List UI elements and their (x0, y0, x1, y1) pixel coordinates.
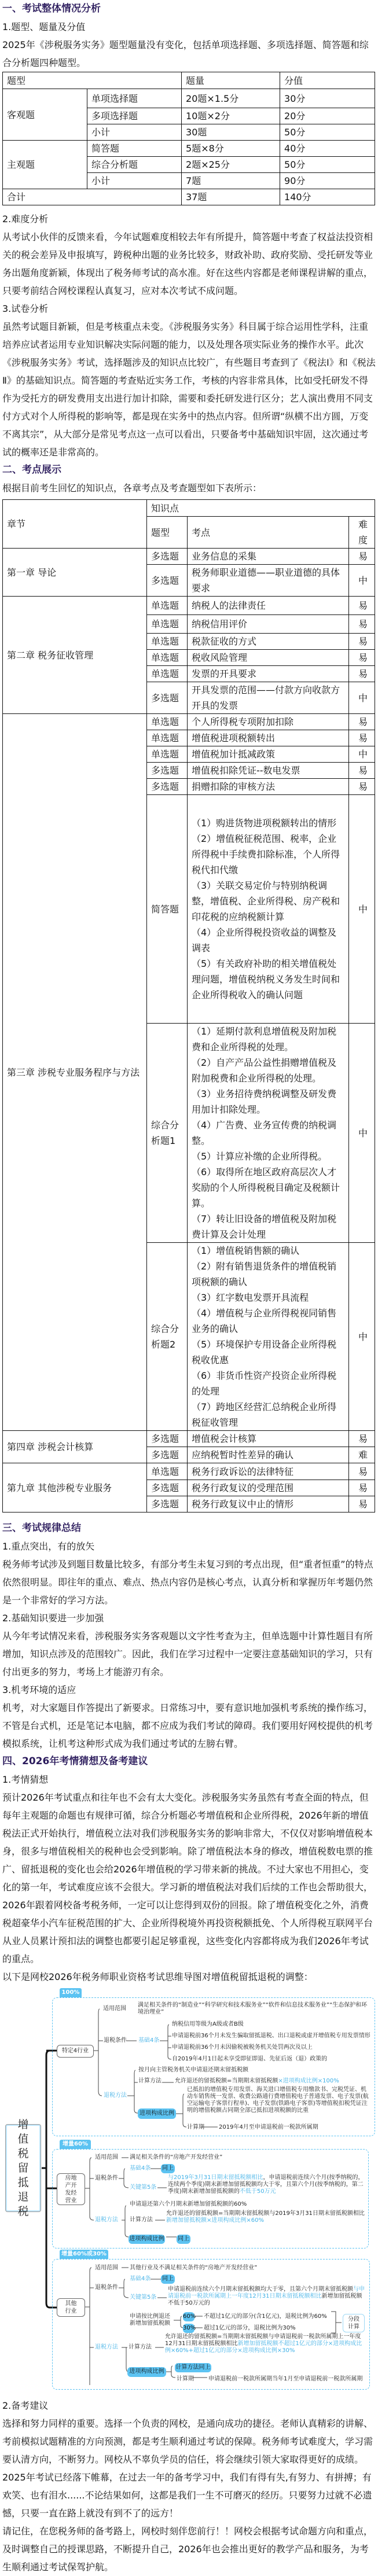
table-header-row (3, 72, 375, 89)
label-period: 计算期 (177, 2376, 194, 2382)
label-calc-method: 计算方法 (129, 2344, 152, 2350)
key-condition-text (168, 2286, 368, 2307)
difficulty-cell: 中 (349, 1243, 375, 1431)
exam-point-cell: 增值税加计抵减政策 (188, 746, 349, 763)
paragraph: 根据目前考生回忆的知识点，各章考点及考查题型如下表所示： (2, 483, 262, 494)
exam-point-cell: 应纳税暂时性差异的确认 (188, 1447, 349, 1463)
table-row (3, 89, 375, 108)
subheading: 3.机考环境的适应 (2, 1684, 76, 1695)
chapter-cell: 第一章 导论 (3, 549, 147, 597)
exam-point-cell: 增值税扣除凭证--数电发票 (188, 763, 349, 779)
exam-point-cell: 捐赠扣除的审核方法 (188, 779, 349, 795)
subheading-difficulty: 2.难度分析 (2, 214, 49, 225)
exam-point-cell: 增值税会计核算 (188, 1431, 349, 1447)
group-badge-60: 增量60% (60, 2140, 91, 2149)
exam-point-item: （1）延期付款利息增值税及附加税费和企业所得税的处理。 (192, 1026, 337, 1053)
calc-formula (166, 2210, 366, 2224)
subheading: 1.重点突出，有的放矢 (2, 1541, 95, 1552)
label-conditions: 退税条件 (104, 2037, 127, 2044)
question-type-cell: 单选题 (147, 650, 188, 666)
difficulty-cell: 中 (349, 746, 375, 763)
difficulty-cell: 易 (349, 779, 375, 795)
exam-point-cell (188, 795, 349, 1024)
paragraph: 选择和努力同样的重要。选择一个负责的网校，是通向成功的捷径。老师认真精彩的讲解、考前模拟试题精准的方向预测，都是考生顺利通过考试的保障。税务师考试难度大，学习需要认清方向，不断努力。网校从不辜负学员的信任，将会继续引领大家取得更好的成绩。 (2, 2418, 373, 2465)
scope-text: 其他行业及不满足相关条件的“房地产开发经营业” (130, 2265, 258, 2271)
difficulty-cell: 易 (349, 1496, 375, 1513)
pill-input-ratio: 进项构成比例 (127, 2367, 166, 2377)
text-part: 申请退税前连续六个月期末留抵税额均大于零，且第六个月期末留抵税额 (168, 2286, 353, 2292)
exam-point-item: （5）有关政府补助的相关增值税处理问题，增值税纳税义务发生时间和企业所得税收入的确认问题 (192, 958, 340, 1000)
question-type-cell: 单选题 (147, 615, 188, 634)
cell: 7题 (182, 173, 280, 189)
rate-60-text: 不超过1亿元的部分(含1亿元)，退税比例为60% (204, 2313, 327, 2320)
difficulty-cell: 易 (349, 763, 375, 779)
cell: 综合分析题 (87, 157, 182, 173)
exam-point-item: （2）自产产品公益性捐赠增值税及附加税费和企业所得税的处理。 (192, 1057, 337, 1084)
root-label: 增值税留抵退税 (17, 2118, 29, 2218)
label-basic-4: 基础4条 (138, 2037, 160, 2044)
difficulty-cell: 易 (349, 666, 375, 682)
exam-point-cell: 税务行政复议的受理范围 (188, 1480, 349, 1496)
exam-point-cell: 开具发票的范围——付款方向收款方开具的发票 (188, 682, 349, 714)
question-type-cell: 多选题 (147, 682, 188, 714)
exam-point-item: （2）附有销售退货条件的增值税销项税额的确认 (192, 1261, 337, 1287)
question-type-cell: 多选题 (147, 1480, 188, 1496)
table-row (3, 549, 375, 565)
header-cell: 分值 (280, 72, 375, 89)
subheading: 2.备考建议 (2, 2400, 49, 2411)
exam-point-item: （3）红字数电发票开具流程 (192, 1292, 309, 1303)
difficulty-cell: 中 (349, 682, 375, 714)
condition-item: 自2019年4月1日起未享受即征即退、先征后返（退）政策的 (172, 2056, 328, 2062)
period-text: 2019年4月至申请退税前一税款所属期 (219, 2124, 318, 2130)
text-part: ，申请退税前连续六个月(按季纳税的，连续两个季度)期末新增加留抵税额均大于零，且第六个月(按季纳税的，第二季度)期末新增加留抵税额的 (168, 2174, 364, 2195)
exam-point-cell: 增值税进项税额转出 (188, 730, 349, 746)
exam-point-item: （5）计算应补缴的企业所得税。 (192, 1151, 328, 1162)
group-box (52, 2149, 369, 2249)
question-type-cell: 综合分析题1 (147, 1024, 188, 1243)
cell: 10题×2分 (182, 108, 280, 124)
question-type-cell: 简答题 (147, 795, 188, 1024)
exam-point-item: （4）增值税与企业所得税视同销售业务的确认 (192, 1308, 337, 1334)
cell: 5题×8分 (182, 141, 280, 157)
calc-formula (165, 2334, 365, 2354)
node-label: 房地产开发经营业 (65, 2174, 77, 2204)
question-type-cell: 综合分析题2 (147, 1243, 188, 1431)
node-label: 其他行业 (65, 2301, 77, 2314)
cell: 小计 (87, 124, 182, 141)
label-refund-method: 退税方法 (104, 2092, 127, 2099)
exam-point-cell: 个人所得税专项附加扣除 (188, 714, 349, 730)
label-conditions: 退税条件 (95, 2284, 118, 2291)
pill-60: 60% (183, 2312, 194, 2321)
text-part: 与申请退税前一税款所属期上一年度12月31日期末留抵税额相比 (168, 2286, 365, 2299)
cell: 简答题 (87, 141, 182, 157)
cell: 小计 (87, 173, 182, 189)
formula-part: 新增加留抵税额不超过1亿元的部分×进项构成比例×60%+超过1亿元的部分×进项构成比例×30% (165, 2341, 362, 2354)
question-type-cell: 单选题 (147, 730, 188, 746)
formula-part: 允许退还的留抵税额=当期期末留抵税额与申请退税前一税款所属期上一年度12月31日期末留抵税额相比 (165, 2334, 361, 2347)
condition-item: 纳税信用等级为A级或者B级 (172, 2021, 244, 2027)
node-label: 分段计算 (348, 2316, 359, 2330)
cell: 37题 (182, 189, 280, 205)
pill-same: 同上 (177, 2235, 190, 2244)
cell: 20题×1.5分 (182, 89, 280, 108)
paragraph: 2025年《涉税服务实务》题型题量没有变化，包括单项选择题、多项选择题、简答题和综合分析题四种题型。 (2, 39, 369, 68)
paragraph: 以下是网校2026年税务师职业资格考试思维导图对增值税留抵退税的调整： (2, 1971, 313, 1982)
difficulty-cell: 中 (349, 795, 375, 1024)
difficulty-cell: 易 (349, 714, 375, 730)
header-cell: 题型 (147, 517, 188, 549)
question-type-cell: 单选题 (147, 634, 188, 650)
question-type-cell: 多选题 (147, 779, 188, 795)
difficulty-cell: 易 (349, 1463, 375, 1480)
subheading: 2.基础知识要进一步加强 (2, 1613, 104, 1624)
difficulty-cell: 易 (349, 615, 375, 634)
exam-point-item: （2）增值税征税范围、税率，企业所得税中手续费扣除标准，个人所得税代扣代缴 (192, 833, 340, 875)
condition-item: 申请退税前36个月未发生骗取留抵退税、出口退税或虚开增值税专用发票情形 (172, 2033, 370, 2039)
exam-point-item: （4）企业所得税投资收益的调整及调表 (192, 927, 337, 954)
table-row (3, 141, 375, 157)
pill-same: 同上 (161, 2164, 175, 2173)
condition-item: 申请退税前36个月未因偷税被税务机关处罚两次及以上 (172, 2044, 313, 2051)
table-total-row (3, 189, 375, 205)
group-cell: 客观题 (3, 89, 87, 141)
header-cell: 章节 (3, 500, 147, 549)
chapter-cell: 第九章 其他涉税专业服务 (3, 1463, 147, 1513)
pill-30: 30% (183, 2324, 194, 2333)
group-badge-100: 100% (60, 1988, 82, 1997)
label-scope: 适用范围 (95, 2265, 118, 2271)
difficulty-cell: 中 (349, 565, 375, 597)
label-scope: 适用范围 (103, 2005, 126, 2012)
exam-point-cell: 税收风险管理 (188, 650, 349, 666)
question-type-cell: 单选题 (147, 666, 188, 682)
paragraph: 2025年考试已经落下帷幕，在过去一年的备考学习中，我们有得有失,有努力、有拼搏；有欢笑、也有泪水......不论结果如何，这都是我们一生不可磨灭的经历。只要努力过就不必遗憾，只要一直在路上就没有到不了的远方！ (2, 2472, 372, 2519)
header-cell: 知识点 (147, 500, 375, 517)
section-3-title: 三、考试规律总结 (2, 1522, 81, 1534)
cell: 30分 (280, 89, 375, 108)
paragraph: 机考，对大家题目作答提出了新要求。日常练习中，要有意识地加强机考系统的操作练习，不管是台式机，还是笔记本电脑，都不应成为我们考试的障碍。我们要用好网校提供的机考模拟系统，让机考这种形式成为我们通过考试的左膀右臂。 (2, 1702, 373, 1749)
difficulty-cell: 中 (349, 1024, 375, 1243)
exam-point-item: （5）环境保护专用设备企业所得税税收优惠 (192, 1339, 337, 1366)
exam-point-cell: 纳税人的法律责任 (188, 597, 349, 615)
text-part: 新增加留抵税额不低于50万元的 (168, 2293, 362, 2306)
exam-point-cell (188, 1243, 349, 1431)
subheading-question-types: 1.题型、题量及分值 (2, 21, 86, 32)
node-other-industries (57, 2298, 85, 2317)
exam-point-cell: 税务行政复议中止的情形 (188, 1496, 349, 1513)
exam-point-item: （3）关联交易定价与特别纳税调整，增值税、企业所得税、房产税和印花税的应纳税额计算 (192, 880, 340, 922)
period-text: 申请退税前一税款所属期当年1月至申请退税前一税款所属期 (208, 2376, 363, 2382)
difficulty-cell: 易 (349, 597, 375, 615)
question-type-cell: 多选题 (147, 549, 188, 565)
paragraph: 预计2026年考试重点和往年也不会有太大变化。涉税服务实务虽然有考查全面的特点，但每年主观题的命题也有规律可循，综合分析题必考增值税和企业所得税，2026年新的增值税法正式开始执行，增值税立法对我们涉税服务实务的影响非常大，不仅仅对影响增值税本身，很多与增值税相关的税种也会受到影响。除了增值税法本身的修改，增值税数电票的推广、留抵退税的变化也会给2026年增值税的学习带来新的挑战。不过大家也不用担心，变化的第一年，考试难度应该不会很大。学习新的增值税法对我们后续的工作也会帮助很大，2026年跟着网校备考税务师，一定可以让您得到双份的回报。除了增值税变化之外，消费税超豪华小汽车征税范围的扩大、企业所得税境外再投资税额抵免、个人所得税互联网平台从业人员累计预扣法的调整也都要引起足够重视，这些变化内容都将成为我们2026年考试的重点。 (2, 1792, 373, 1964)
group-cell: 主观题 (3, 141, 87, 189)
scope-text: 满足相关条件的“房地产开发经营业” (130, 2154, 223, 2161)
monthly-text: 按月向主管税务机关申请退还期末留抵税额 (138, 2067, 248, 2073)
question-type-cell: 单选题 (147, 714, 188, 730)
key-condition-text (168, 2174, 365, 2195)
cell: 140分 (280, 189, 375, 205)
question-type-cell: 单选题 (147, 597, 188, 615)
exam-point-item: （6）非货币性资产投资企业所得税的处理 (192, 1370, 337, 1397)
exam-point-item: （6）取得所在地区政府高层次人才奖励的个人所得税税目确定及税额计算。 (192, 1166, 340, 1209)
exam-point-item: （7）转让旧设备的增值税及附加税费计算及会计处理 (192, 1213, 337, 1240)
table-row (3, 714, 375, 730)
pill-same: 同上 (161, 2275, 175, 2284)
label-basic-4: 基础4条 (130, 2276, 151, 2282)
question-type-table (2, 72, 375, 205)
table-row (3, 597, 375, 615)
cell: 90分 (280, 173, 375, 189)
pill-input-ratio: 进项构成比例 (138, 2108, 176, 2119)
exam-point-cell: 税务行政诉讼的法律特征 (188, 1463, 349, 1480)
section-2-title: 二、考点展示 (2, 464, 61, 476)
text-part: 不低于50万元 (239, 2188, 276, 2195)
difficulty-cell: 易 (349, 634, 375, 650)
formula-part: 新增加留抵税额×进项构成比例×60% (166, 2217, 264, 2224)
label-period: 计算期 (187, 2124, 204, 2130)
refund-text: 申请退还第六个月期末新增加留抵税额的60% (130, 2201, 247, 2207)
cell: 2题×25分 (182, 157, 280, 173)
label-key-5: 关键第5条 (130, 2294, 157, 2301)
exam-point-item: （1）增值税销售额的确认 (192, 1245, 300, 1256)
pill-calc-same: 计算方法同上 (175, 2363, 211, 2372)
difficulty-cell: 易 (349, 650, 375, 666)
node-real-estate (57, 2173, 85, 2205)
cell: 合计 (3, 189, 182, 205)
cell: 30题 (182, 124, 280, 141)
formula-part: 允许退还的留抵税额=当期期末留抵税额 (175, 2078, 278, 2084)
section-4-title: 四、2026年考情猜想及备考建议 (2, 1756, 148, 1767)
cell: 多项选择题 (87, 108, 182, 124)
cell: 50分 (280, 157, 375, 173)
table-row (3, 1463, 375, 1480)
exam-point-cell: 发票的开具要求 (188, 666, 349, 682)
scope-text: 满足相关条件的“制造业”“科学研究和技术服务业”“软件和信息技术服务业”“生态保护和环境治理业” (138, 2002, 368, 2015)
vat-refund-mindmap (0, 1986, 378, 2391)
label-refund-method: 退税方法 (95, 2217, 118, 2223)
proportional-refund-label: 申请按比例退还新增加留抵税额 (130, 2313, 170, 2327)
label-conditions: 退税条件 (95, 2175, 118, 2181)
question-type-cell: 多选题 (147, 1496, 188, 1513)
question-type-cell: 多选题 (147, 1431, 188, 1447)
exam-point-cell: 纳税信用评价 (188, 615, 349, 634)
cell: 50分 (280, 124, 375, 141)
calc-formula (175, 2078, 339, 2085)
text-part: 与2019年3月31日期末留抵税额相比 (168, 2174, 263, 2181)
label-refund-method: 退税方法 (95, 2344, 118, 2350)
question-type-cell: 单选题 (147, 1463, 188, 1480)
question-type-cell: 多选题 (147, 1447, 188, 1463)
paragraph: 请记住，在您税务师的备考路上，网校时刻伴您前行！！网校会根据考试命题方向和重点，及时调整自己的授课思路，不断提升自己，2026年也会推出更好的教学产品和服务，为考生顺利通过考试保驾护航。 (2, 2526, 373, 2573)
ratio-description: 已抵扣的增值税专用发票、海关进口增值税专用缴款书、完税凭证、机动车销售统一发票、收费公路通行费增值税电子普通发票、电子发票(航空运输电子客票行程单)、电子发票(铁路电子客票)等增值税扣税凭证注明的增值税额占同期全部已抵扣进项税额的比重 (187, 2086, 369, 2114)
label-scope: 适用范围 (95, 2154, 118, 2161)
cell: 20分 (280, 108, 375, 124)
header-cell: 考点 (188, 517, 349, 549)
group-badge-60-or-30: 增量60%或30% (60, 2250, 108, 2259)
exam-point-item: （4）广告费、业务宣传费的纳税调整。 (192, 1120, 337, 1146)
formula-part: ×进项构成比例×100% (278, 2078, 339, 2084)
node-specific-industries: 特定4行业 (57, 2045, 94, 2058)
formula-part: 允许退还的留抵税额=当期期末留抵税额与2019年3月31日期末留抵税额相比 (166, 2210, 365, 2217)
header-cell: 题量 (182, 72, 280, 89)
subheading-paper-analysis: 3.试卷分析 (2, 303, 49, 314)
difficulty-cell: 易 (349, 1480, 375, 1496)
question-type-cell: 多选题 (147, 763, 188, 779)
header-cell: 题型 (3, 72, 182, 89)
article-end (0, 2397, 378, 2576)
mindmap-root-node (5, 2118, 41, 2218)
difficulty-cell: 易 (349, 1431, 375, 1447)
chapter-cell: 第四章 涉税会计核算 (3, 1431, 147, 1463)
label-calc-method: 计算方法 (138, 2078, 162, 2084)
question-type-cell: 单选题 (147, 746, 188, 763)
chapter-cell: 第三章 涉税专业服务程序与方法 (3, 714, 147, 1431)
exam-point-item: （1）购进货物进项税额转出的情形 (192, 818, 337, 829)
label-basic-4: 基础4条 (130, 2165, 151, 2172)
exam-point-cell: 税款征收的方式 (188, 634, 349, 650)
section-1-title: 一、考试整体情况分析 (2, 3, 101, 14)
difficulty-cell: 易 (349, 730, 375, 746)
difficulty-cell: 难 (349, 1447, 375, 1463)
question-type-cell: 多选题 (147, 565, 188, 597)
exam-point-item: （3）业务招待费纳税调整及研发费用加计扣除处理。 (192, 1088, 337, 1115)
paragraph: 从今年考试情况来看，涉税服务实务客观题以文字性考查为主，但单选题中计算性题目有所增加，知识点涉及的范围较广。因此，我们在学习过程中一定要注意基础知识的学习，只有付出更多的努力，考场上才能游刃有余。 (2, 1631, 373, 1677)
label-calc-method: 计算方法 (130, 2217, 153, 2223)
difficulty-cell: 易 (349, 549, 375, 565)
paragraph: 从考试小伙伴的反馈来看，今年试题难度相较去年有所提升，简答题中考查了权益法投资相关的税会差异及申报填写，跨税种出题的业务比较多，财政补助、政府奖励、受托研发等业务出题角度新颖，体现出了税务师考试的高水准。好在这些内容都是老师课程讲解的重点，只要考前结合网校课程认真复习，应对本次考试不成问题。 (2, 231, 373, 296)
rate-30-text: 超过1亿元的部分，退税比例为30% (204, 2325, 296, 2331)
cell: 单项选择题 (87, 89, 182, 108)
exam-point-cell: 业务信息的采集 (188, 549, 349, 565)
paragraph: 虽然考试题目新颖，但是考核重点未变。《涉税服务实务》科目属于综合运用性学科，注重培养应试者运用专业知识解决实际问题的能力，以及处理各项实际业务的操作水平。此次《涉税服务实务》考试，选择题涉及的知识点比较广，有些题目考查到了《税法Ⅰ》和《税法Ⅱ》的基础知识点。简答题的考查贴近实务工作，考核的内容非常具体，比如受托研发不得作为受托方的研发费用支出进行加计扣除，需要和委托研发进行区分；艺人演出费用不同支付方式对个人所得税的影响等，都是现在实务中的热点内容。但所谓“纵横不出方圆，万变不离其宗”，从大部分是常见考点这一点可以看出，只要备考中基础知识牢固，这次通过考试的概率还是非常高的。 (2, 321, 376, 458)
subheading: 1.考情猜想 (2, 1774, 49, 1785)
exam-points-table (2, 499, 375, 1513)
exam-point-item: （7）跨地区经营汇总纳税企业所得税征收管理 (192, 1401, 337, 1428)
paragraph: 税务师考试涉及到题目数量比较多，有部分考生未复习到的考点出现，但“重者恒重”的特点依然很明显。即往年的重点、难点、热点内容仍是核心考点，认真分析和掌握历年考题仍然是一个非常好的学习方法。 (2, 1559, 373, 1606)
exam-point-cell: 税务师职业道德——职业道德的具体要求 (188, 565, 349, 597)
exam-point-cell (188, 1024, 349, 1243)
label-key-5: 关键第5条 (130, 2184, 157, 2191)
pill-input-ratio: 进项构成比例 (129, 2235, 165, 2244)
table-row (3, 1431, 375, 1447)
cell: 40分 (280, 141, 375, 157)
segmented-calc-box (343, 2314, 365, 2332)
header-cell: 难度 (349, 517, 375, 549)
table-header-row (3, 500, 375, 517)
chapter-cell: 第二章 税务征收管理 (3, 597, 147, 714)
